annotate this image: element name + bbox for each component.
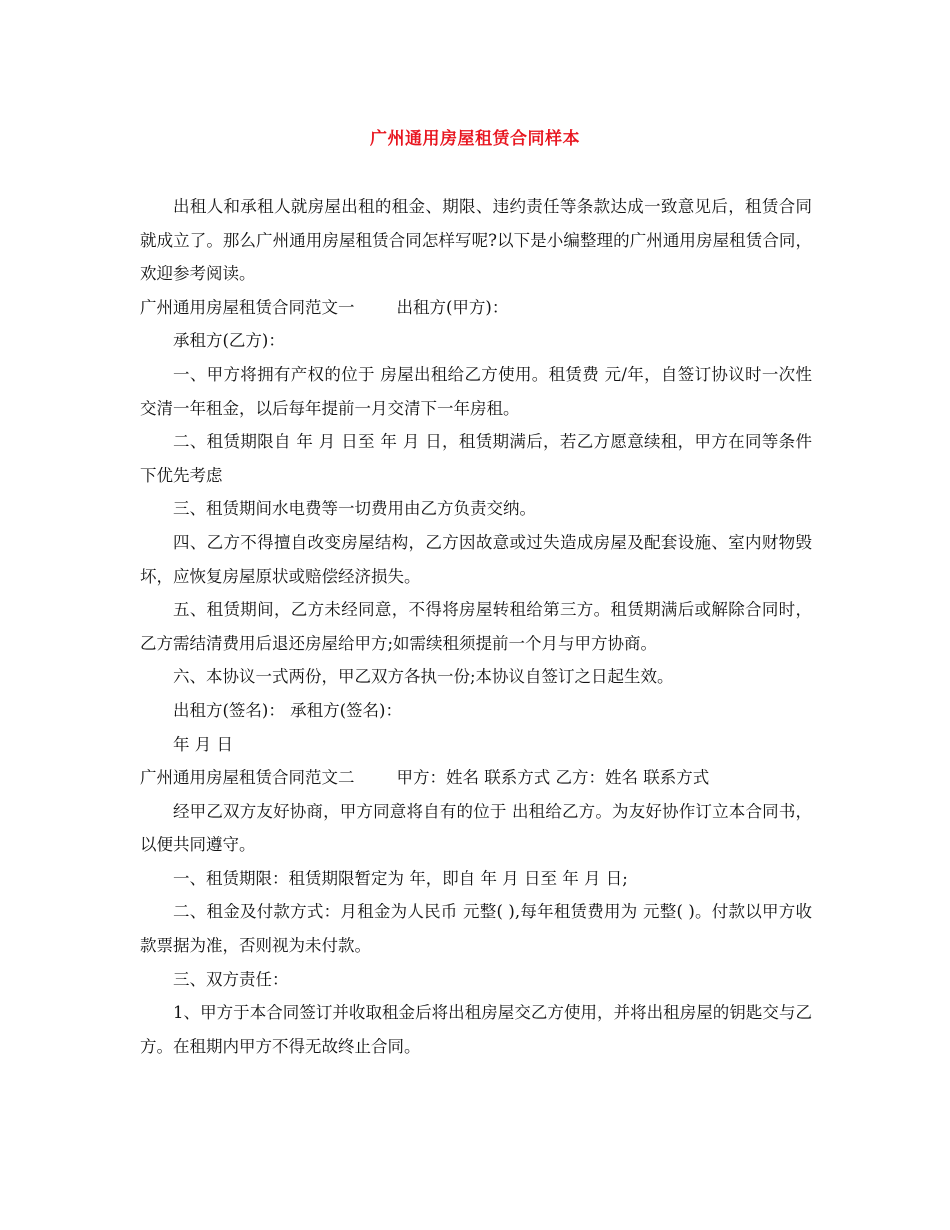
- sample1-clause-3: 三、租赁期间水电费等一切费用由乙方负责交纳。: [173, 499, 536, 519]
- sample1-clause-1: 一、甲方将拥有产权的位于 房屋出租给乙方使用。租赁费 元/年，自签订协议时一次性交清一年租金，以后每年提前一月交清下一年房租。: [140, 364, 812, 418]
- sample2-parties-line: 甲方：姓名 联系方式 乙方：姓名 联系方式: [396, 768, 710, 788]
- sample2-heading: 广州通用房屋租赁合同范文二: [140, 768, 355, 788]
- intro-paragraph: 出租人和承租人就房屋出租的租金、期限、违约责任等条款达成一致意见后，租赁合同就成立了。那么广州通用房屋租赁合同怎样写呢?以下是小编整理的广州通用房屋租赁合同，欢迎参考阅读。: [140, 197, 812, 284]
- sample1-clause-5: 五、租赁期间，乙方未经同意，不得将房屋转租给第三方。租赁期满后或解除合同时，乙方需结清费用后退还房屋给甲方;如需续租须提前一个月与甲方协商。: [140, 600, 812, 653]
- sample1-lessor-line: 出租方(甲方)：: [396, 297, 509, 317]
- sample1-date-line: 年 月 日: [173, 734, 233, 754]
- sample1-heading-line: [140, 291, 812, 325]
- sample2-clause-1: 一、租赁期限：租赁期限暂定为 年，即自 年 月 日至 年 月 日;: [173, 868, 628, 888]
- document-title: 广州通用房屋租赁合同样本: [370, 129, 580, 149]
- sample1-clause-2: 二、租赁期限自 年 月 日至 年 月 日，租赁期满后，若乙方愿意续租，甲方在同等条件下优先考虑: [140, 432, 812, 485]
- sample2-clause-3: 三、双方责任：: [173, 969, 289, 989]
- sample2-clause-4: 1、甲方于本合同签订并收取租金后将出租房屋交乙方使用，并将出租房屋的钥匙交与乙方。在租期内甲方不得无故终止合同。: [140, 1003, 812, 1056]
- sample1-signature-line: 出租方(签名)： 承租方(签名)：: [173, 700, 402, 720]
- sample1-clause-6: 六、本协议一式两份，甲乙双方各执一份;本协议自签订之日起生效。: [173, 667, 674, 687]
- document-body: [140, 190, 812, 1063]
- sample1-clause-4: 四、乙方不得擅自改变房屋结构，乙方因故意或过失造成房屋及配套设施、室内财物毁坏，应恢复房屋原状或赔偿经济损失。: [140, 532, 812, 586]
- sample2-clause-2: 二、租金及付款方式：月租金为人民币 元整( ),每年租赁费用为 元整( )。付款以甲方收款票据为准，否则视为未付款。: [140, 902, 812, 956]
- sample2-heading-line: [140, 761, 812, 795]
- sample2-preamble: 经甲乙双方友好协商，甲方同意将自有的位于 出租给乙方。为友好协作订立本合同书，以便共同遵守。: [140, 801, 812, 855]
- sample1-lessee-line: 承租方(乙方)：: [173, 331, 285, 351]
- sample1-heading: 广州通用房屋租赁合同范文一: [140, 297, 355, 317]
